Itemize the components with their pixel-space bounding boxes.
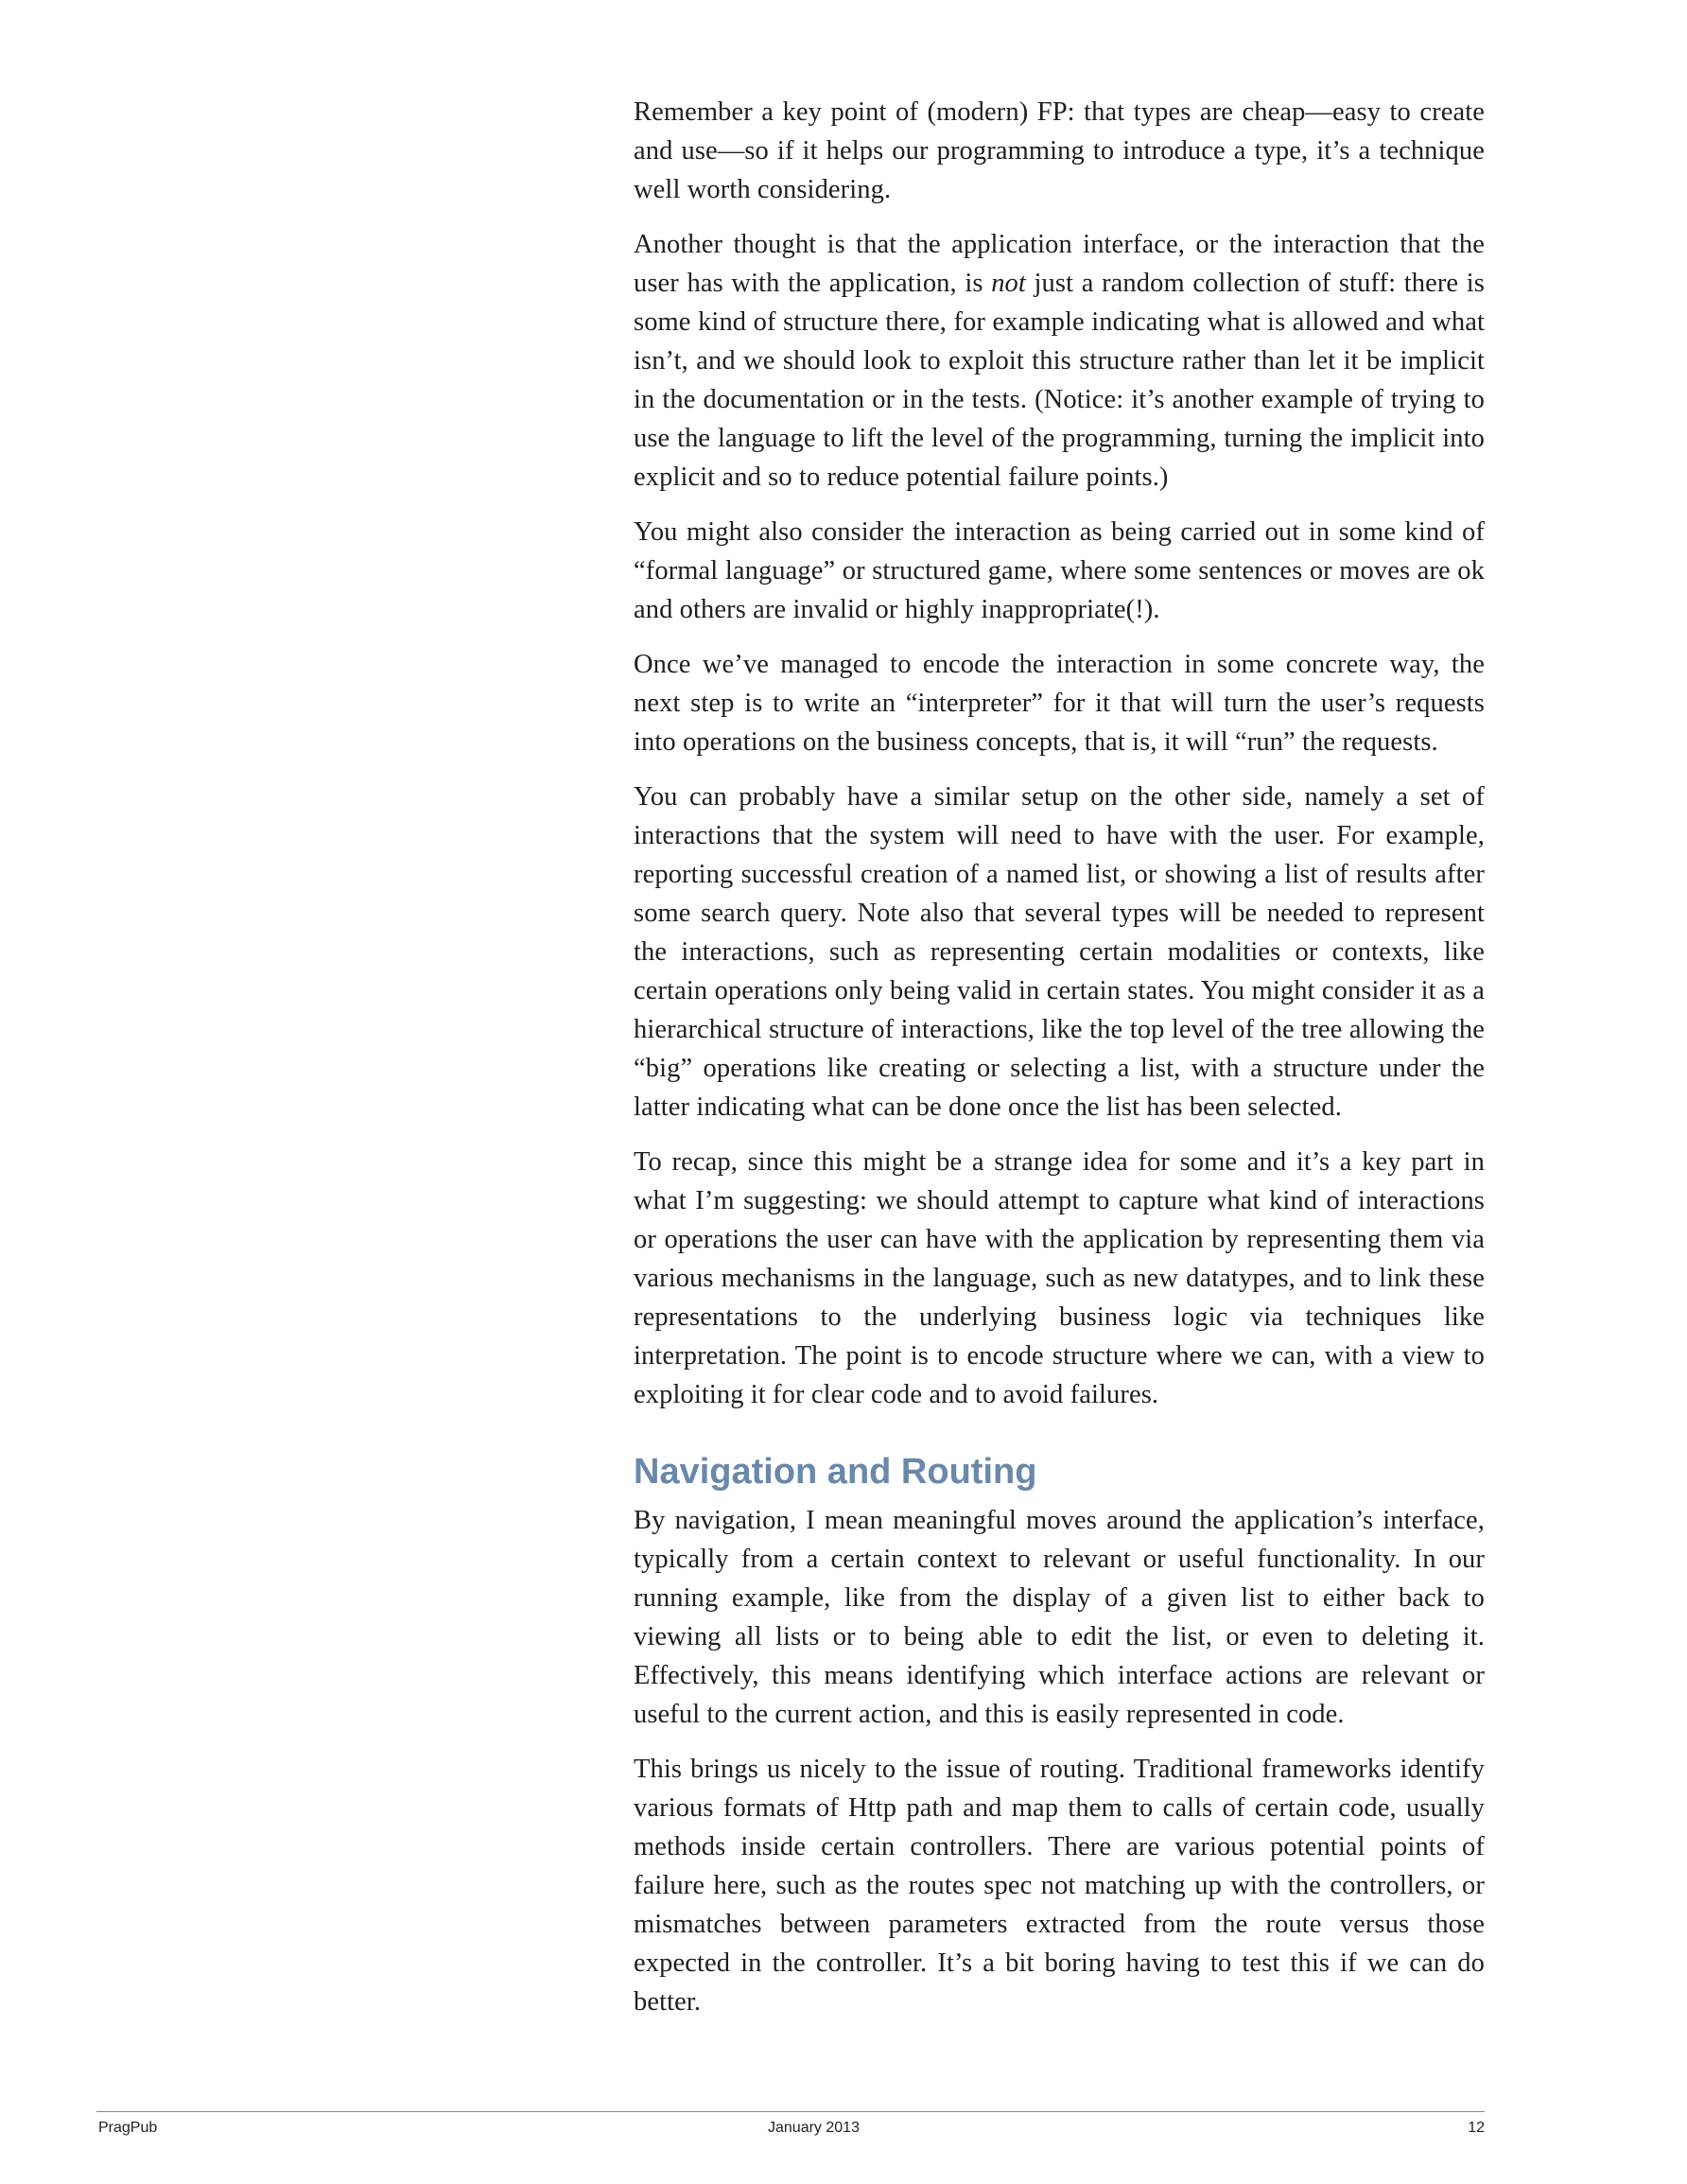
article-body xyxy=(634,93,1485,2037)
paragraph xyxy=(634,225,1485,497)
page-number: 12 xyxy=(1468,2120,1485,2136)
paragraph: Once we’ve managed to encode the interaction in some concrete way, the next step is to write an “interpreter” for it that will turn the user’s requests into operations on the business concepts, that is, it will “run” the requests. xyxy=(634,650,1485,757)
footer-divider xyxy=(96,2111,1485,2112)
paragraph: You can probably have a similar setup on the other side, namely a set of interactions that the system will need to have with the user. For example, reporting successful creation of a named list, or showing a list of results after some search query. Note also that several types will be needed to represent the interactions, such as representing certain modalities or contexts, like certain operations only being valid in certain states. You might consider it as a hierarchical structure of interactions, like the top level of the tree allowing the “big” operations like creating or selecting a list, with a structure under the latter indicating what can be done once the list has been selected. xyxy=(634,782,1485,1122)
paragraph: You might also consider the interaction as being carried out in some kind of “formal language” or structured game, where some sentences or moves are ok and others are invalid or highly inappropriate(!). xyxy=(634,517,1485,624)
paragraph-text: just a random collection of stuff: there is some kind of structure there, for example indicating what is allowed and what isn’t, and we should look to exploit this structure rather than let it be implicit in the documentation or in the tests. (Notice: it’s another example of trying to use the language to lift the level of the programming, turning the implicit into explicit and so to reduce potential failure points.) xyxy=(634,269,1485,492)
paragraph: By navigation, I mean meaningful moves around the application’s interface, typically from a certain context to relevant or useful functionality. In our running example, like from the display of a given list to either back to viewing all lists or to being able to edit the list, or even to deleting it. Effectively, this means identifying which interface actions are relevant or useful to the current action, and this is easily represented in code. xyxy=(634,1506,1485,1729)
paragraph: This brings us nicely to the issue of routing. Traditional frameworks identify various formats of Http path and map them to calls of certain code, usually methods inside certain controllers. There are various potential points of failure here, such as the routes spec not matching up with the controllers, or mismatches between parameters extracted from the route versus those expected in the controller. It’s a bit boring having to test this if we can do better. xyxy=(634,1755,1485,2017)
footer-publication: PragPub xyxy=(98,2120,158,2136)
footer-date: January 2013 xyxy=(768,2120,860,2136)
paragraph: Remember a key point of (modern) FP: that types are cheap—easy to create and use—so if it helps our programming to introduce a type, it’s a technique well worth considering. xyxy=(634,97,1485,204)
paragraph: To recap, since this might be a strange idea for some and it’s a key part in what I’m suggesting: we should attempt to capture what kind of interactions or operations the user can have with the application by representing them via various mechanisms in the language, such as new datatypes, and to link these representations to the underlying business logic via techniques like interpretation. The point is to encode structure where we can, with a view to exploiting it for clear code and to avoid failures. xyxy=(634,1147,1485,1409)
emphasis: not xyxy=(991,269,1026,298)
section-heading: Navigation and Routing xyxy=(634,1452,1037,1492)
paragraph-text: Another thought is that the application interface, or the interaction that the user has with the application, is xyxy=(634,230,1485,298)
